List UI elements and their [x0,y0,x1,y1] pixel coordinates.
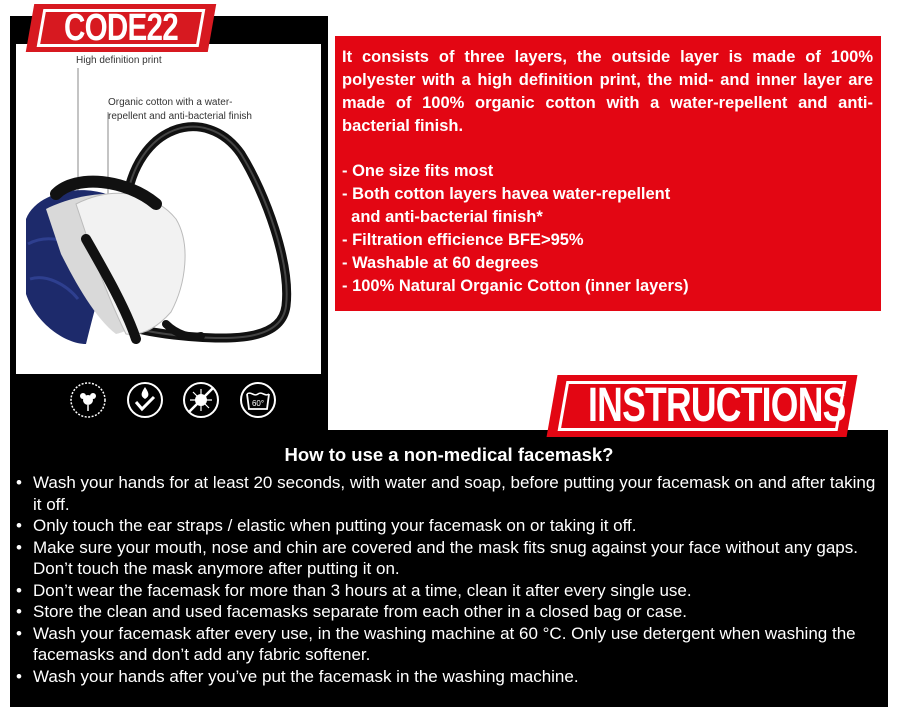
feature-item: - Filtration efficience BFE>95% [342,231,584,249]
feature-item: - 100% Natural Organic Cotton (inner layers) [342,277,689,295]
instruction-item: • Only touch the ear straps / elastic when putting your facemask on or taking it off. [16,516,637,535]
facemask-illustration [16,44,321,374]
bullet-icon: • [16,537,22,557]
feature-list [342,160,873,298]
instructions-panel [10,430,888,707]
feature-icons-row [68,372,278,428]
product-description-box [335,36,881,311]
bullet-icon: • [16,623,22,643]
callout-high-definition-print: High definition print [76,55,162,66]
feature-item: - Washable at 60 degrees [342,254,539,272]
instruction-item: • Wash your hands after you’ve put the facemask in the washing machine. [16,666,579,686]
description-paragraph: It consists of three layers, the outside layer is made of 100% polyester with a high definition print, the mid- and inner layer are made of 100% organic cotton with a water-repellent and anti-bacterial finish. [342,48,873,135]
feature-item: and anti-bacterial finish* [342,208,543,226]
instruction-item: • Don’t wear the facemask for more than 3 hours at a time, clean it after every single use. [16,580,692,600]
bullet-icon: • [16,666,22,686]
wash-60-label: 60° [251,399,265,408]
bullet-icon: • [16,516,22,535]
instructions-banner [548,375,856,437]
instruction-item: • Wash your facemask after every use, in the washing machine at 60 °C. Only use detergent when washing the facemasks and don’t add any fabric softener. [16,623,856,664]
wash-60-icon [238,380,278,420]
anti-bacterial-icon [181,380,221,420]
mask-image [16,44,321,374]
bullet-icon: • [16,473,22,492]
natural-organic-cotton-icon [68,380,108,420]
code22-logo [30,4,212,52]
logo-text: CODE22 [64,7,178,49]
product-photo-panel [10,16,328,434]
instruction-item: • Wash your hands for at least 20 seconds, with water and soap, before putting your facemask on and after taking it off. [16,473,876,514]
bullet-icon: • [16,602,22,621]
instruction-item: • Store the clean and used facemasks separate from each other in a closed bag or case. [16,602,687,621]
water-repellent-icon [125,380,165,420]
instructions-list [16,472,888,687]
feature-item: - Both cotton layers havea water-repellent [342,185,671,203]
feature-item: - One size fits most [342,162,494,180]
instructions-title: How to use a non-medical facemask? [284,444,614,465]
instructions-banner-text: INSTRUCTIONS [588,379,846,432]
instruction-item: • Make sure your mouth, nose and chin are covered and the mask fits snug against your face without any gaps. Don’t touch the mask anymore after putting it on. [16,537,858,578]
bullet-icon: • [16,580,22,600]
callout-organic-cotton: Organic cotton with a water-repellent and anti-bacterial finish [108,97,252,122]
